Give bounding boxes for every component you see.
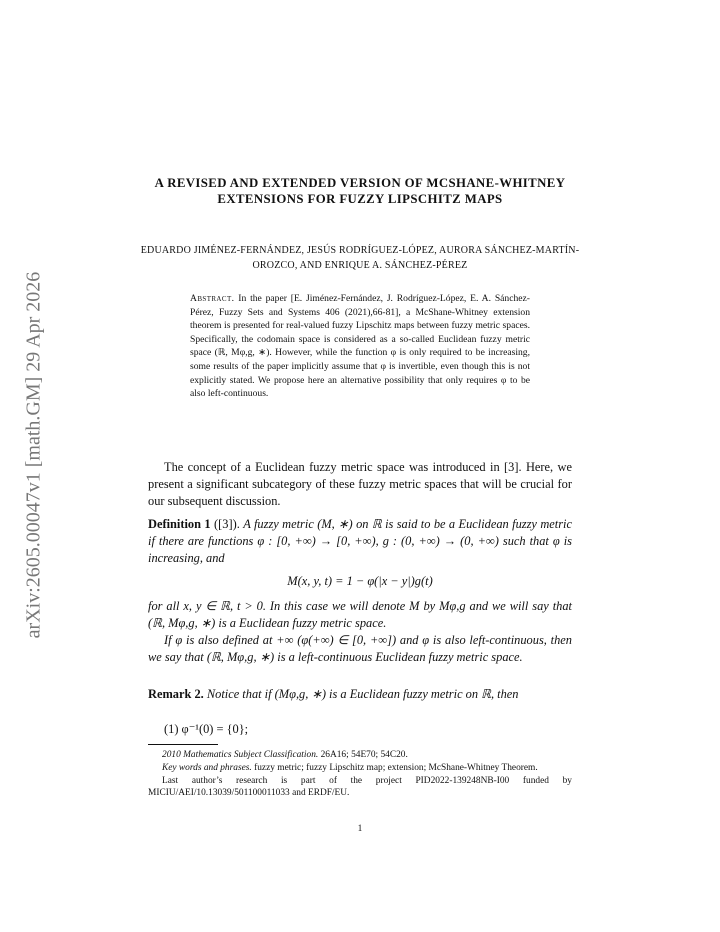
keywords-text: fuzzy metric; fuzzy Lipschitz map; extension; McShane-Whitney Theorem. <box>254 762 538 773</box>
arxiv-sidebar-stamp <box>14 245 54 665</box>
paper-title: A REVISED AND EXTENDED VERSION OF MCSHANE-WHITNEY EXTENSIONS FOR FUZZY LIPSCHITZ MAPS <box>154 176 566 206</box>
equation: M(x, y, t) = 1 − φ(|x − y|)g(t) <box>287 574 433 588</box>
abstract <box>190 292 530 401</box>
remark-block <box>148 686 572 703</box>
footnotes <box>148 749 572 800</box>
arxiv-id: arXiv:2605.00047v1 [math.GM] 29 Apr 2026 <box>22 271 45 639</box>
author-list: EDUARDO JIMÉNEZ-FERNÁNDEZ, JESÚS RODRÍGUEZ-LÓPEZ, AURORA SÁNCHEZ-MARTÍN-OROZCO, AND ENRIQUE A. SÁNCHEZ-PÉREZ <box>140 245 580 271</box>
definition-continuation: for all x, y ∈ ℝ, t > 0. In this case we will denote M by Mφ,g and we will say that (ℝ, Mφ,g, ∗) is a Euclidean fuzzy metric space. <box>148 599 572 630</box>
definition-text: A fuzzy metric (M, ∗) on ℝ is said to be a Euclidean fuzzy metric if there are functions φ : [0, +∞) → [0, +∞), g : (0, +∞) → (0, +∞) such that φ is increasing, and <box>148 517 572 565</box>
msc-codes: 26A16; 54E70; 54C20. <box>320 750 408 760</box>
footnote-msc <box>148 749 572 762</box>
definition-left-continuous: If φ is also defined at +∞ (φ(+∞) ∈ [0, +∞]) and φ is also left-continuous, then we say that (ℝ, Mφ,g, ∗) is a left-continuous Euclidean fuzzy metric space. <box>148 633 572 664</box>
remark-item-1: (1) φ⁻¹(0) = {0}; <box>164 722 249 736</box>
msc-label: 2010 Mathematics Subject Classification. <box>162 750 319 760</box>
definition-block <box>148 516 572 567</box>
definition-cite: ([3]). <box>214 517 240 531</box>
footnote-keywords <box>148 762 572 775</box>
intro-paragraph: The concept of a Euclidean fuzzy metric space was introduced in [3]. Here, we present a significant subcategory of these fuzzy metric spaces that will be crucial for our subsequent discussion. <box>148 460 572 508</box>
abstract-heading: Abstract. <box>190 293 235 304</box>
keywords-label: Key words and phrases. <box>162 762 252 773</box>
definition-label: Definition 1 <box>148 517 211 531</box>
abstract-text: In the paper [E. Jiménez-Fernández, J. Rodríguez-López, E. A. Sánchez-Pérez, Fuzzy Sets and Systems 406 (2021),66-81], a McShane-Whitney extension theorem is presented for real-valued fuzzy Lipschitz maps between fuzzy metric spaces. Specifically, the codomain space is considered as a so-called Euclidean fuzzy metric space (ℝ, Mφ,g, ∗). However, while the function φ is only required to be increasing, some results of the paper implicitly assume that φ is invertible, even though this is not explicitly stated. We propose here an alternative possibility that only requires φ to be also left-continuous. <box>190 293 530 400</box>
footnote-rule <box>148 744 218 745</box>
remark-label: Remark 2. <box>148 687 204 701</box>
footnote-funding: Last author’s research is part of the project PID2022-139248NB-I00 funded by MICIU/AEI/10.13039/501100011033 and ERDF/EU. <box>148 775 572 799</box>
page-number: 1 <box>357 824 363 834</box>
remark-text: Notice that if (Mφ,g, ∗) is a Euclidean fuzzy metric on ℝ, then <box>206 687 519 701</box>
